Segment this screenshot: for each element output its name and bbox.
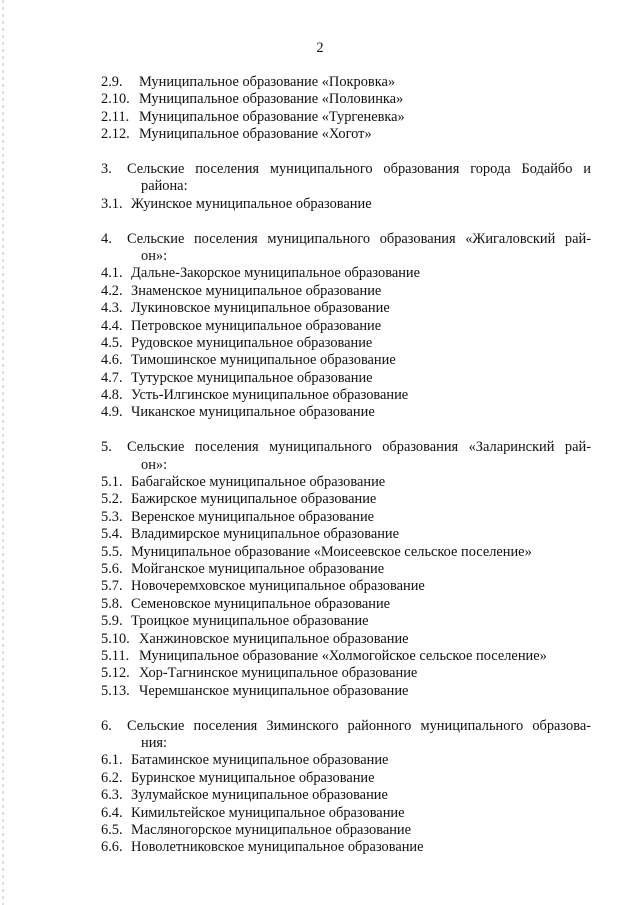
section-heading-line-1: Сельские поселения муниципального образования «Заларинский рай- — [127, 439, 591, 456]
list-item — [0, 74, 640, 91]
item-number: 4.5. — [101, 334, 123, 351]
list-item — [0, 839, 640, 856]
item-number: 5.10. — [101, 630, 130, 647]
item-number: 5.5. — [101, 543, 123, 560]
list-item — [0, 596, 640, 613]
list-item — [0, 648, 640, 665]
item-text: Батаминское муниципальное образование — [131, 752, 389, 769]
section-spacer — [0, 422, 640, 439]
list-item — [0, 352, 640, 369]
list-item — [0, 770, 640, 787]
item-text: Семеновское муниципальное образование — [131, 595, 391, 612]
item-number: 2.10. — [101, 91, 130, 108]
item-number: 4.6. — [101, 352, 123, 369]
item-text: Мойганское муниципальное образование — [131, 561, 385, 578]
list-item — [0, 683, 640, 700]
item-text: Муниципальное образование «Половинка» — [139, 91, 404, 108]
section-heading-line-1: Сельские поселения муниципального образования «Жигаловский рай- — [127, 230, 591, 247]
item-number: 4.3. — [101, 300, 123, 317]
item-text: Муниципальное образование «Тургеневка» — [139, 108, 405, 125]
item-number: 6.6. — [101, 839, 123, 856]
list-item — [0, 370, 640, 387]
item-text: Веренское муниципальное образование — [131, 508, 375, 525]
item-number: 5.13. — [101, 682, 130, 699]
list-item — [0, 805, 640, 822]
list-item — [0, 822, 640, 839]
item-text: Черемшанское муниципальное образование — [139, 682, 409, 699]
list-item — [0, 91, 640, 108]
list-item — [0, 665, 640, 682]
list-item — [0, 300, 640, 317]
section-heading — [0, 161, 640, 196]
item-number: 3.1. — [101, 195, 123, 212]
list-item — [0, 787, 640, 804]
section-heading-line-2: он»: — [141, 247, 168, 264]
item-number: 5.9. — [101, 613, 123, 630]
list-item — [0, 578, 640, 595]
item-number: 4.2. — [101, 282, 123, 299]
item-text: Усть-Илгинское муниципальное образование — [131, 387, 409, 404]
list-item — [0, 509, 640, 526]
item-number: 5.3. — [101, 508, 123, 525]
list-item — [0, 561, 640, 578]
item-text: Муниципальное образование «Хогот» — [139, 126, 372, 143]
item-text: Бажирское муниципальное образование — [131, 491, 377, 508]
list-item — [0, 613, 640, 630]
item-text: Рудовское муниципальное образование — [131, 334, 373, 351]
item-number: 6.4. — [101, 804, 123, 821]
section-heading-line-2: района: — [141, 178, 188, 195]
item-text: Ханжиновское муниципальное образование — [139, 630, 409, 647]
item-text: Троицкое муниципальное образование — [131, 613, 369, 630]
section-heading-line-1: Сельские поселения муниципального образования города Бодайбо и — [127, 160, 591, 177]
item-number: 5.6. — [101, 561, 123, 578]
item-text: Муниципальное образование «Холмогойское сельское поселение» — [139, 647, 547, 664]
list-item — [0, 109, 640, 126]
item-number: 4.8. — [101, 387, 123, 404]
section-heading-text — [127, 718, 591, 753]
item-number: 5.11. — [101, 647, 130, 664]
document-body — [0, 74, 640, 857]
section-heading — [0, 231, 640, 266]
item-number: 2.12. — [101, 126, 130, 143]
section-spacer — [0, 144, 640, 161]
item-text: Буринское муниципальное образование — [131, 769, 375, 786]
section-heading-text — [127, 439, 591, 474]
list-item — [0, 491, 640, 508]
list-item — [0, 126, 640, 143]
item-number: 4.4. — [101, 317, 123, 334]
item-text: Масляногорское муниципальное образование — [131, 821, 412, 838]
item-number: 5.8. — [101, 595, 123, 612]
section-heading-line-2: он»: — [141, 456, 168, 473]
section-spacer — [0, 700, 640, 717]
section-heading-text — [127, 231, 591, 266]
list-item — [0, 335, 640, 352]
page-number: 2 — [316, 40, 324, 56]
section-spacer — [0, 213, 640, 230]
item-number: 4.1. — [101, 265, 123, 282]
list-item — [0, 526, 640, 543]
list-item — [0, 752, 640, 769]
item-text: Хор-Тагнинское муниципальное образование — [139, 665, 418, 682]
section-number: 5. — [101, 439, 112, 456]
section-heading-text — [127, 161, 591, 196]
list-item — [0, 404, 640, 421]
item-text: Муниципальное образование «Моисеевское сельское поселение» — [131, 543, 532, 560]
section-number: 4. — [101, 230, 112, 247]
item-text: Знаменское муниципальное образование — [131, 282, 382, 299]
item-text: Кимильтейское муниципальное образование — [131, 804, 405, 821]
item-text: Новолетниковское муниципальное образование — [131, 839, 424, 856]
item-number: 6.3. — [101, 787, 123, 804]
item-text: Жуинское муниципальное образование — [131, 195, 372, 212]
item-number: 5.1. — [101, 474, 123, 491]
list-item — [0, 474, 640, 491]
list-item — [0, 631, 640, 648]
list-item — [0, 283, 640, 300]
item-number: 5.12. — [101, 665, 130, 682]
item-text: Бабагайское муниципальное образование — [131, 474, 386, 491]
item-text: Петровское муниципальное образование — [131, 317, 382, 334]
item-number: 4.7. — [101, 369, 123, 386]
section-number: 6. — [101, 717, 112, 734]
section-heading — [0, 718, 640, 753]
item-text: Владимирское муниципальное образование — [131, 526, 399, 543]
section-number: 3. — [101, 160, 112, 177]
list-item — [0, 544, 640, 561]
item-text: Тутурское муниципальное образование — [131, 369, 373, 386]
list-item — [0, 196, 640, 213]
item-number: 2.11. — [101, 108, 130, 125]
item-text: Чиканское муниципальное образование — [131, 404, 375, 421]
item-text: Новочеремховское муниципальное образование — [131, 578, 425, 595]
list-item — [0, 318, 640, 335]
item-number: 4.9. — [101, 404, 123, 421]
list-item — [0, 265, 640, 282]
item-number: 2.9. — [101, 74, 123, 90]
section-heading-line-1: Сельские поселения Зиминского районного муниципального образова- — [127, 717, 591, 734]
item-number: 5.2. — [101, 491, 123, 508]
list-item — [0, 387, 640, 404]
section-heading — [0, 439, 640, 474]
item-number: 6.5. — [101, 821, 123, 838]
section-heading-line-2: ния: — [141, 734, 168, 751]
item-number: 5.7. — [101, 578, 123, 595]
item-text: Лукиновское муниципальное образование — [131, 300, 390, 317]
item-number: 6.1. — [101, 752, 123, 769]
item-number: 5.4. — [101, 526, 123, 543]
item-text: Муниципальное образование «Покровка» — [139, 74, 396, 90]
item-text: Дальне-Закорское муниципальное образование — [131, 265, 421, 282]
item-text: Зулумайское муниципальное образование — [131, 787, 388, 804]
item-number: 6.2. — [101, 769, 123, 786]
item-text: Тимошинское муниципальное образование — [131, 352, 396, 369]
